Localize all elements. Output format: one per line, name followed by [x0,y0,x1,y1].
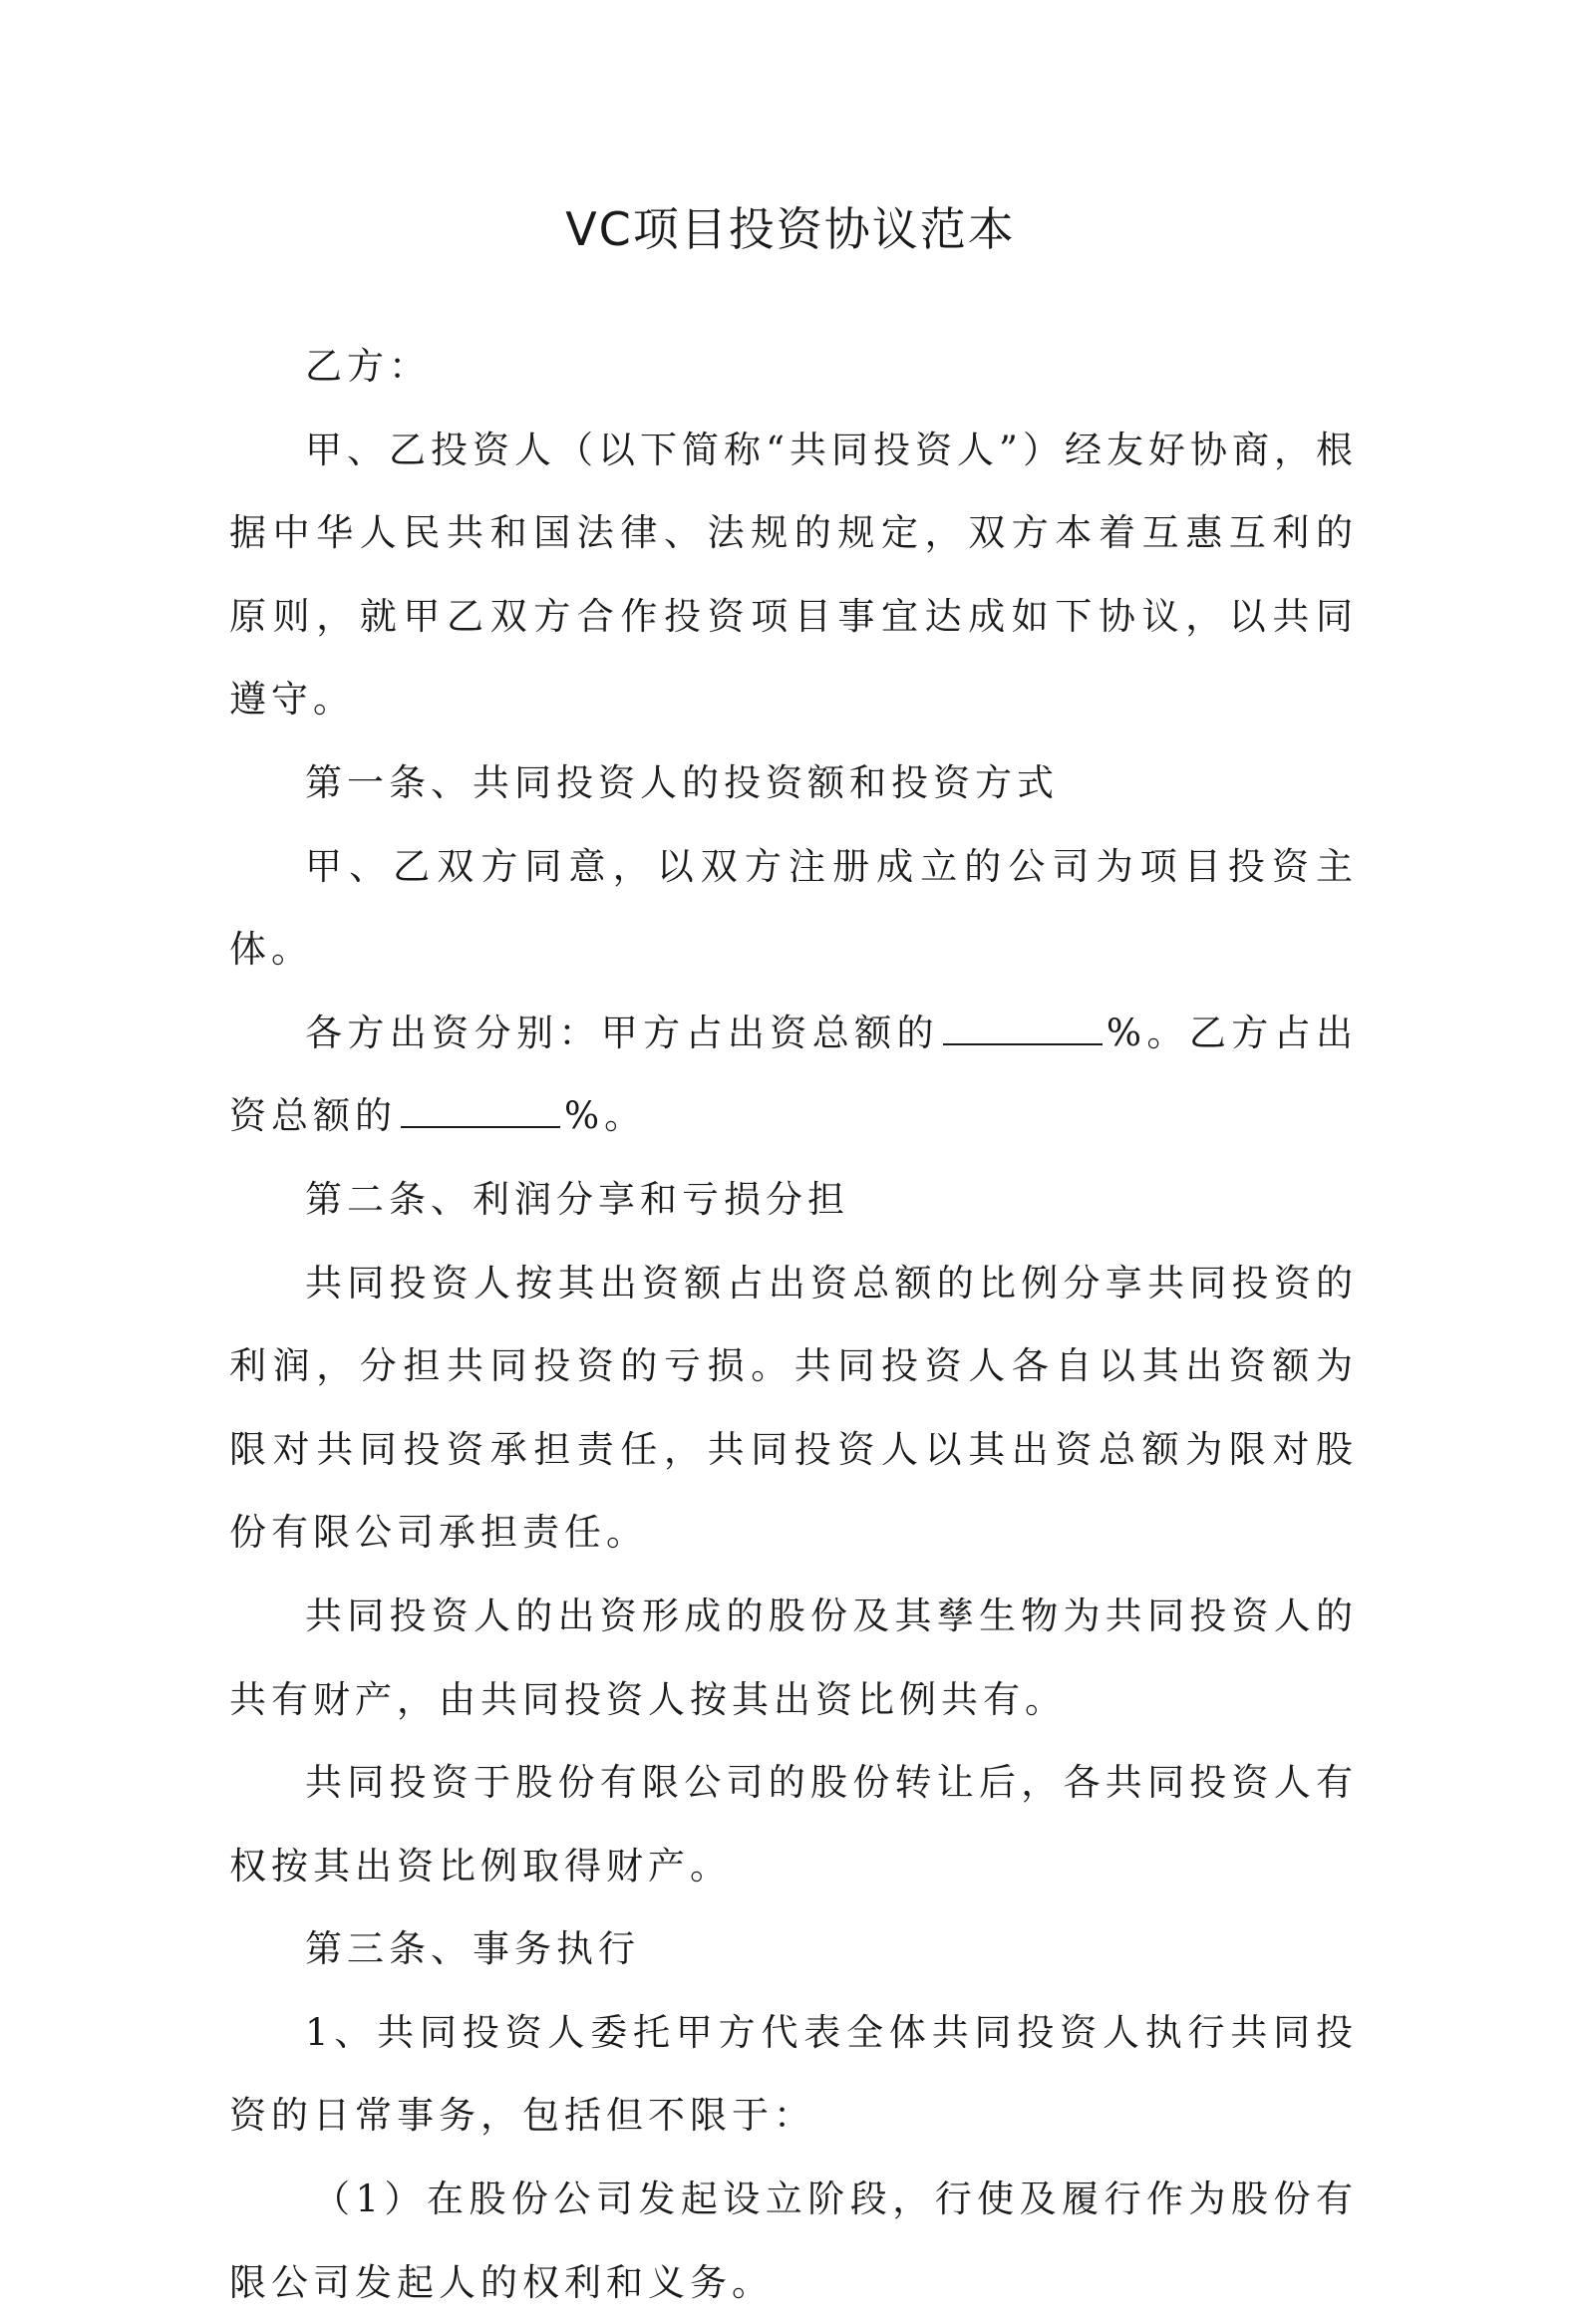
article-1-paragraph-1: 甲、乙双方同意，以双方注册成立的公司为项目投资主体。 [229,844,1358,972]
contribution-text-c: %。 [564,1094,647,1138]
article-3-heading: 第三条、事务执行 [305,1927,640,1971]
contribution-text-b: %。乙方占出资总额的 [229,1011,1358,1138]
article-2-paragraph-2: 共同投资人的出资形成的股份及其孳生物为共同投资人的共有财产，由共同投资人按其出资比例共有。 [229,1594,1358,1721]
document-body [229,325,1358,2324]
article-3-paragraph-1: 1、共同投资人委托甲方代表全体共同投资人执行共同投资的日常事务，包括但不限于： [229,2010,1358,2138]
article-3-item-1: （1）在股份公司发起设立阶段，行使及履行作为股份有限公司发起人的权利和义务。 [229,2178,1358,2304]
contribution-text-a: 各方出资分别：甲方占出资总额的 [305,1011,939,1054]
document-title: VC项目投资协议范本 [565,202,1016,256]
party-b-line: 乙方： [305,345,431,388]
article-2-paragraph-1: 共同投资人按其出资额占出资总额的比例分享共同投资的利润，分担共同投资的亏损。共同投资人各自以其出资额为限对共同投资承担责任，共同投资人以其出资总额为限对股份有限公司承担责任。 [229,1261,1358,1555]
party-a-percent-blank[interactable] [943,1014,1103,1045]
intro-paragraph: 甲、乙投资人（以下简称“共同投资人”）经友好协商，根据中华人民共和国法律、法规的规定，双方本着互惠互利的原则，就甲乙双方合作投资项目事宜达成如下协议，以共同遵守。 [229,428,1358,722]
article-1-heading: 第一条、共同投资人的投资额和投资方式 [305,760,1059,804]
article-1-paragraph-2 [229,992,1358,1158]
party-b-percent-blank[interactable] [401,1096,560,1128]
article-2-paragraph-3: 共同投资于股份有限公司的股份转让后，各共同投资人有权按其出资比例取得财产。 [229,1761,1358,1888]
article-2-heading: 第二条、利润分享和亏损分担 [305,1177,849,1221]
